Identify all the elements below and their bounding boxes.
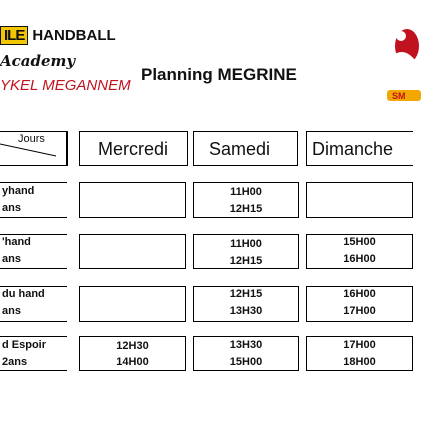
slot-dimanche (306, 336, 413, 371)
slot-start: 11H00 (230, 238, 262, 250)
corner-divider-right (66, 131, 68, 166)
club-logo-icon (381, 24, 421, 104)
slot-start: 11H00 (230, 186, 262, 198)
day-header-dimanche: Dimanche (312, 139, 394, 159)
slot-end: 14H00 (116, 356, 149, 368)
slot-dimanche (306, 286, 413, 322)
slot-dimanche (306, 234, 413, 269)
slot-dimanche (306, 182, 413, 218)
category-name: yhand (2, 185, 35, 197)
slot-mercredi (79, 234, 186, 269)
category-age: 2ans (2, 356, 28, 368)
corner-label: Jours (18, 133, 45, 145)
slot-samedi (193, 234, 299, 269)
slot-start: 12H30 (116, 340, 149, 352)
slot-mercredi (79, 336, 186, 371)
slot-mercredi (79, 182, 186, 218)
brand-line (0, 26, 116, 45)
day-header-mercredi: Mercredi (98, 139, 169, 159)
logo-text: SM (392, 91, 406, 101)
category-name: du hand (2, 288, 45, 300)
brand-logo-mark: ILE (0, 26, 28, 45)
slot-start: 15H00 (343, 236, 376, 248)
slot-start: 17H00 (343, 339, 376, 351)
day-header-samedi: Samedi (209, 139, 271, 159)
slot-start: 13H30 (229, 339, 263, 351)
slot-end: 18H00 (343, 356, 376, 368)
slot-samedi (193, 286, 299, 322)
slot-start: 12H15 (229, 288, 263, 300)
category-age: ans (2, 202, 21, 214)
category-name: d Espoir (2, 339, 47, 351)
slot-end: 17H00 (343, 305, 376, 317)
brand-text: HANDBALL (32, 27, 116, 44)
slot-end: 12H15 (229, 203, 263, 215)
coach-name: YKEL MEGANNEM (0, 77, 131, 94)
slot-mercredi (79, 286, 186, 322)
divider (297, 131, 298, 166)
category-name: 'hand (2, 236, 31, 248)
slot-end: 13H30 (229, 305, 263, 317)
slot-end: 15H00 (229, 356, 263, 368)
divider (187, 131, 188, 166)
category-age: ans (2, 305, 21, 317)
category-age: ans (2, 253, 21, 265)
slot-start: 16H00 (343, 288, 376, 300)
slot-end: 16H00 (343, 253, 376, 265)
page-title: Planning MEGRINE (141, 65, 297, 84)
slot-samedi (193, 336, 299, 371)
slot-end: 12H15 (229, 255, 263, 267)
academy-label: Academy (0, 52, 76, 70)
slot-samedi (193, 182, 299, 218)
